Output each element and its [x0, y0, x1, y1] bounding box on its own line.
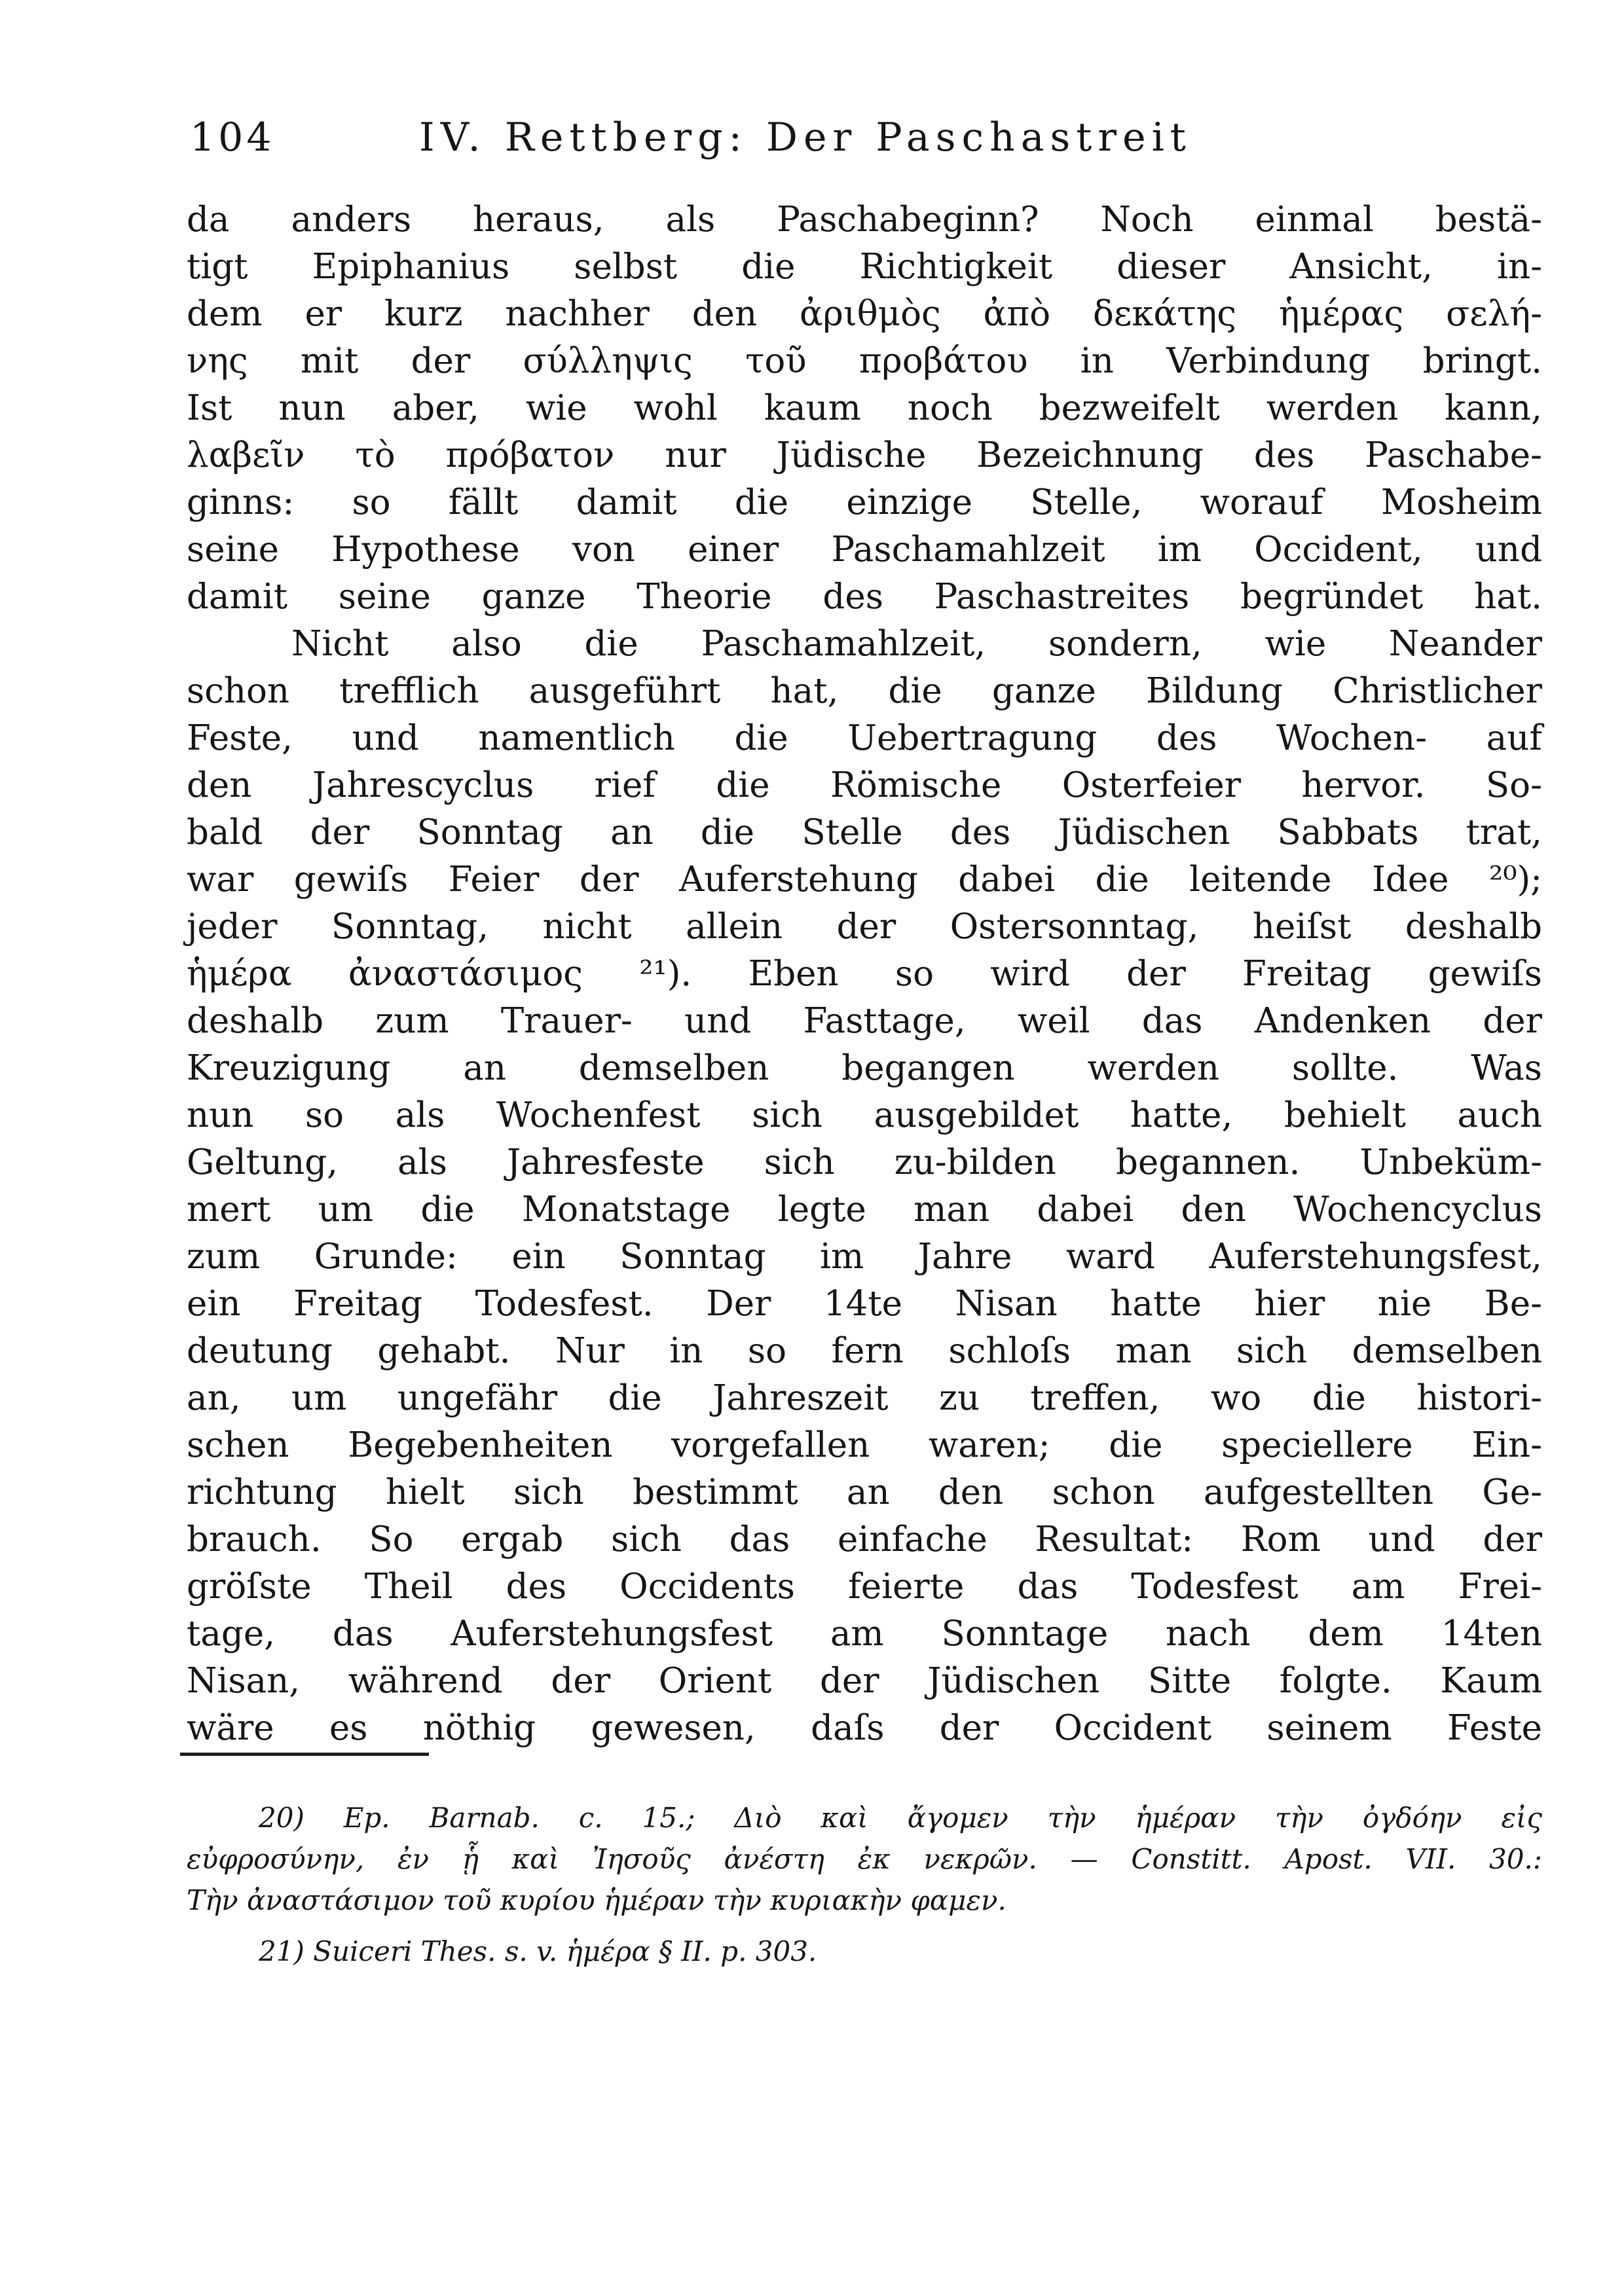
text-line: tigt Epiphanius selbst die Richtigkeit dieser Ansicht, in- — [187, 247, 1542, 287]
text-line: deshalb zum Trauer- und Fasttage, weil das Andenken der — [187, 1001, 1542, 1041]
text-line: gröſste Theil des Occidents feierte das Todesfest am Frei- — [187, 1567, 1542, 1607]
text-line: seine Hypothese von einer Paschamahlzeit im Occident, und — [187, 530, 1542, 570]
text-line: damit seine ganze Theorie des Paschastreites begründet hat. — [187, 577, 1542, 617]
text-line: Geltung, als Jahresfeste sich zu-bilden begannen. Unbeküm- — [187, 1142, 1542, 1182]
text-line: mert um die Monatstage legte man dabei den Wochencyclus — [187, 1190, 1542, 1230]
footnote-line: εὐφροσύνην, ἐν ᾗ καὶ Ἰησοῦς ἀνέστη ἐκ νεκρῶν. — Constitt. Apost. VII. 30.: — [187, 1843, 1542, 1875]
page-number: 104 — [190, 115, 275, 160]
text-line: Ist nun aber, wie wohl kaum noch bezweifelt werden kann, — [187, 388, 1542, 428]
text-line: richtung hielt sich bestimmt an den schon aufgestellten Ge- — [187, 1472, 1542, 1512]
footnote-divider — [180, 1753, 429, 1756]
text-line: ἡμέρα ἀναστάσιμος ²¹). Eben so wird der Freitag gewiſs — [187, 954, 1542, 994]
text-line: jeder Sonntag, nicht allein der Ostersonntag, heiſst deshalb — [187, 907, 1542, 947]
text-line: Nisan, während der Orient der Jüdischen Sitte folgte. Kaum — [187, 1661, 1542, 1701]
text-line: ein Freitag Todesfest. Der 14te Nisan hatte hier nie Be- — [187, 1284, 1542, 1324]
text-line: dem er kurz nachher den ἀριθμὸς ἀπὸ δεκάτης ἡμέρας σελή- — [187, 294, 1542, 334]
text-line: νης mit der σύλληψις τοῦ προβάτου in Verbindung bringt. — [187, 341, 1542, 381]
text-line: λαβεῖν τὸ πρόβατον nur Jüdische Bezeichnung des Paschabe- — [187, 435, 1542, 475]
text-line: zum Grunde: ein Sonntag im Jahre ward Auferstehungsfest, — [187, 1237, 1542, 1277]
text-line: Kreuzigung an demselben begangen werden sollte. Was — [187, 1048, 1542, 1088]
body-text — [187, 196, 1542, 1752]
text-line: da anders heraus, als Paschabeginn? Noch einmal bestä- — [187, 200, 1542, 240]
text-line: Feste, und namentlich die Uebertragung des Wochen- auf — [187, 718, 1542, 758]
text-line: brauch. So ergab sich das einfache Resultat: Rom und der — [187, 1520, 1542, 1559]
text-line: an, um ungefähr die Jahreszeit zu treffen, wo die histori- — [187, 1378, 1542, 1418]
footnote-line: 21) Suiceri Thes. s. v. ἡμέρα § II. p. 303. — [259, 1935, 817, 1967]
text-line: tage, das Auferstehungsfest am Sonntage nach dem 14ten — [187, 1614, 1542, 1654]
running-head: IV. Rettberg: Der Paschastreit — [419, 115, 1192, 160]
footnote-line: Τὴν ἀναστάσιμον τοῦ κυρίου ἡμέραν τὴν κυριακὴν φαμεν. — [187, 1884, 1006, 1916]
text-line: den Jahrescyclus rief die Römische Osterfeier hervor. So- — [187, 765, 1542, 805]
text-line: schen Begebenheiten vorgefallen waren; die speciellere Ein- — [187, 1425, 1542, 1465]
text-line: nun so als Wochenfest sich ausgebildet hatte, behielt auch — [187, 1095, 1542, 1135]
text-line: war gewiſs Feier der Auferstehung dabei die leitende Idee ²⁰); — [187, 860, 1542, 900]
footnotes — [187, 1797, 1542, 1972]
text-line: schon trefflich ausgeführt hat, die ganze Bildung Christlicher — [187, 671, 1542, 711]
text-line: Nicht also die Paschamahlzeit, sondern, wie Neander — [291, 624, 1542, 664]
page-header — [190, 115, 1329, 173]
text-line: bald der Sonntag an die Stelle des Jüdischen Sabbats trat, — [187, 812, 1542, 852]
text-line: wäre es nöthig gewesen, daſs der Occident seinem Feste — [187, 1708, 1542, 1748]
text-line: ginns: so fällt damit die einzige Stelle, worauf Mosheim — [187, 483, 1542, 522]
footnote-line: 20) Ep. Barnab. c. 15.; Διὸ καὶ ἄγομεν τὴν ἡμέραν τὴν ὀγδόην εἰς — [259, 1802, 1542, 1834]
text-line: deutung gehabt. Nur in so fern schloſs man sich demselben — [187, 1331, 1542, 1371]
